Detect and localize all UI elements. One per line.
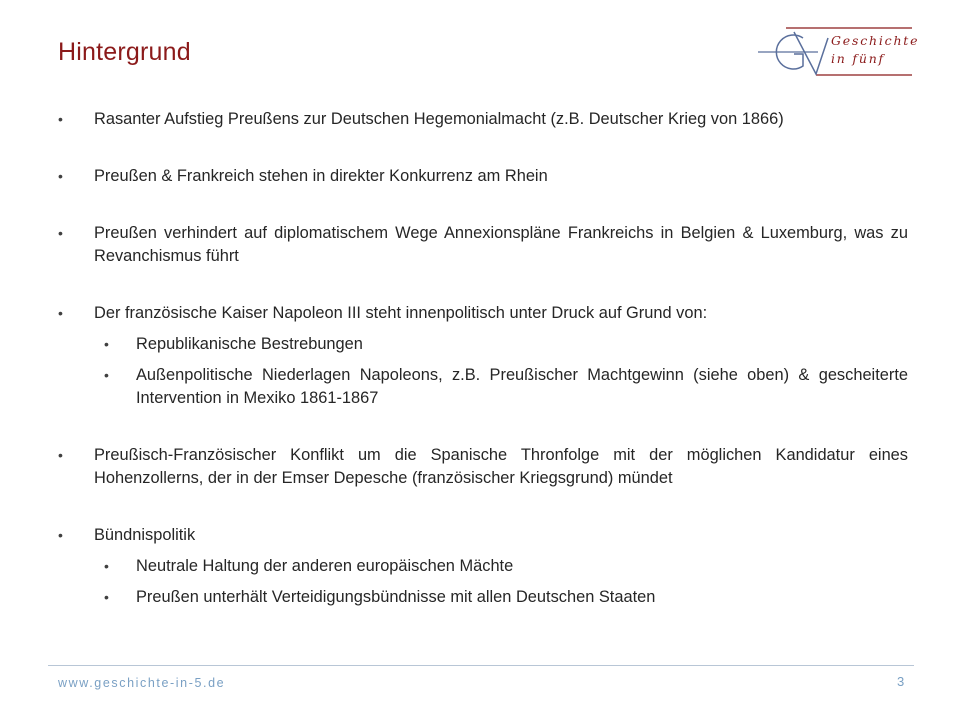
- bullet-marker: •: [104, 367, 109, 383]
- sub-bullet-item: [58, 364, 908, 410]
- slide-title: Hintergrund: [58, 38, 191, 66]
- bullet-marker: •: [104, 558, 109, 574]
- bullet-text: Preußen & Frankreich stehen in direkter Konkurrenz am Rhein: [94, 167, 548, 185]
- bullet-text: Bündnispolitik: [94, 526, 196, 544]
- bullet-item: [58, 444, 908, 490]
- bullet-marker: •: [58, 527, 63, 543]
- bullet-text: Außenpolitische Niederlagen Napoleons, z.B. Preußischer Machtgewinn (siehe oben) & gescheiterte Intervention in Mexiko 1861-1867: [136, 366, 908, 407]
- bullet-text: Preußisch-Französischer Konflikt um die Spanische Thronfolge mit der möglichen Kandidatur eines Hohenzollerns, der in der Emser Depesche (französischer Kriegsgrund) mündet: [94, 446, 908, 487]
- bullet-list: [58, 108, 908, 609]
- page-number: 3: [897, 674, 905, 689]
- bullet-marker: •: [104, 336, 109, 352]
- sub-bullet-item: [58, 586, 908, 609]
- footer-url: www.geschichte-in-5.de: [58, 676, 226, 690]
- bullet-text: Preußen unterhält Verteidigungsbündnisse mit allen Deutschen Staaten: [136, 588, 656, 606]
- bullet-text: Der französische Kaiser Napoleon III steht innenpolitisch unter Druck auf Grund von:: [94, 304, 708, 322]
- bullet-item: [58, 524, 908, 547]
- bullet-marker: •: [104, 589, 109, 605]
- bullet-item: [58, 302, 908, 325]
- bullet-marker: •: [58, 111, 63, 127]
- logo-text-line1: Geschichte: [831, 33, 920, 48]
- bullet-marker: •: [58, 225, 63, 241]
- bullet-item: [58, 222, 908, 268]
- bullet-marker: •: [58, 447, 63, 463]
- bullet-text: Rasanter Aufstieg Preußens zur Deutschen Hegemonialmacht (z.B. Deutscher Krieg von 1866): [94, 110, 784, 128]
- bullet-text: Neutrale Haltung der anderen europäischen Mächte: [136, 557, 514, 575]
- bullet-text: Republikanische Bestrebungen: [136, 335, 363, 353]
- bullet-item: [58, 165, 908, 188]
- bullet-text: Preußen verhindert auf diplomatischem Wege Annexionspläne Frankreichs in Belgien & Luxemburg, was zu Revanchismus führt: [94, 224, 908, 265]
- footer-divider: [48, 665, 914, 666]
- sub-bullet-item: [58, 555, 908, 578]
- bullet-marker: •: [58, 168, 63, 184]
- sub-bullet-item: [58, 333, 908, 356]
- bullet-item: [58, 108, 908, 131]
- logo-text-line2: in fünf: [831, 51, 885, 66]
- bullet-marker: •: [58, 305, 63, 321]
